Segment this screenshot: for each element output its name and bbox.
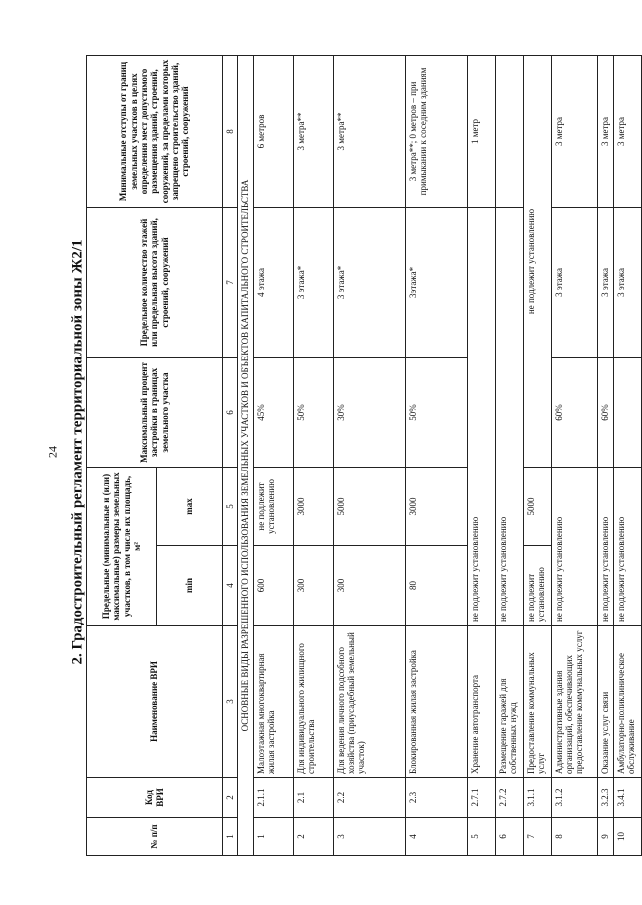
table-row: [523, 55, 551, 855]
header-code: Код ВРИ: [87, 778, 223, 818]
cell-floors: 3 этажа: [597, 207, 613, 357]
header-min: min: [157, 546, 223, 626]
cell-name: Оказание услуг связи: [597, 626, 613, 778]
header-floors: Предельное количество этажей или предельная высота зданий, строений, сооружений: [87, 207, 223, 357]
header-max: max: [157, 467, 223, 545]
cell-not-established: не подлежит установлению: [523, 55, 551, 467]
cell-pct: 50%: [293, 357, 333, 467]
cell-setback: [495, 55, 523, 207]
cell-code: 3.1.1: [523, 778, 551, 818]
cell-floors: 3этажа*: [405, 207, 467, 357]
cell-floors: 3 этажа*: [333, 207, 405, 357]
header-num: № п/п: [87, 818, 223, 856]
cell-max: 5000: [333, 467, 405, 545]
cell-name: Амбулаторно-поликлиническое обслуживание: [613, 626, 641, 778]
table-row: [551, 55, 597, 855]
cell-setback: 3 метра**; 0 метров – при примыкании к соседним зданиям: [405, 55, 467, 207]
cell-setback: 3 метра**: [333, 55, 405, 207]
cell-pct: 60%: [551, 357, 597, 467]
cell-max: не подлежит установлению: [253, 467, 293, 545]
cell-pct: 50%: [405, 357, 467, 467]
cell-code: 2.7.1: [467, 778, 495, 818]
cell-max: 3000: [293, 467, 333, 545]
cell-min: 80: [405, 546, 467, 626]
cell-min: 300: [333, 546, 405, 626]
cell-not-established: не подлежит установлению: [597, 467, 613, 625]
cell-name: Малоэтажная многоквартирная жилая застройка: [253, 626, 293, 778]
cell-not-established: не подлежит установлению: [613, 467, 641, 625]
table-row: [405, 55, 467, 855]
cell-setback: 3 метра: [551, 55, 597, 207]
cell-floors: 3 этажа*: [293, 207, 333, 357]
cell-num: 2: [293, 818, 333, 856]
col-number: 3: [223, 626, 238, 778]
cell-name: Размещение гаражей для собственных нужд: [495, 626, 523, 778]
section-title: ОСНОВНЫЕ ВИДЫ РАЗРЕШЕННОГО ИСПОЛЬЗОВАНИЯ ЗЕМЕЛЬНЫХ УЧАСТКОВ И ОБЪЕКТОВ КАПИТАЛЬНОГО СТРОИТЕЛЬСТВА: [238, 55, 253, 855]
cell-not-established: не подлежит установлению: [551, 467, 597, 625]
cell-pct: [613, 357, 641, 467]
cell-code: 2.3: [405, 778, 467, 818]
section-row: [238, 55, 253, 855]
cell-name: Блокированная жилая застройка: [405, 626, 467, 778]
table-row: [495, 55, 523, 855]
header-setback: Минимальные отступы от границ земельных участков в целях определения мест допустимого размещения зданий, строений, сооружений, за пределами которых запрещено строительство зданий, строений, сооружений: [87, 55, 223, 207]
cell-setback: 3 метра: [597, 55, 613, 207]
column-numbers-row: [223, 55, 238, 855]
cell-pct: 30%: [333, 357, 405, 467]
cell-min: 300: [293, 546, 333, 626]
col-number: 7: [223, 207, 238, 357]
page-number: 24: [45, 446, 60, 458]
cell-name: Для индивидуального жилищного строительства: [293, 626, 333, 778]
cell-num: 4: [405, 818, 467, 856]
cell-pct: 45%: [253, 357, 293, 467]
cell-num: 10: [613, 818, 641, 856]
table-row: [597, 55, 613, 855]
col-number: 5: [223, 467, 238, 545]
cell-max: 3000: [405, 467, 467, 545]
table-row: [293, 55, 333, 855]
cell-floors: 4 этажа: [253, 207, 293, 357]
cell-name: Предоставление коммунальных услуг: [523, 626, 551, 778]
col-number: 1: [223, 818, 238, 856]
cell-code: 3.2.3: [597, 778, 613, 818]
cell-num: 3: [333, 818, 405, 856]
cell-floors: 3 этажа: [613, 207, 641, 357]
cell-num: 8: [551, 818, 597, 856]
document-title: 2. Градостроительный регламент территориальной зоны Ж2/1: [69, 239, 86, 665]
cell-code: 2.1.1: [253, 778, 293, 818]
cell-pct: 60%: [597, 357, 613, 467]
col-number: 2: [223, 778, 238, 818]
cell-not-established: не подлежит установлению: [467, 207, 495, 625]
table-row: [467, 55, 495, 855]
cell-setback: 6 метров: [253, 55, 293, 207]
table-row: [253, 55, 293, 855]
cell-setback: 3 метра**: [293, 55, 333, 207]
cell-code: 3.1.2: [551, 778, 597, 818]
table-container: [86, 56, 637, 856]
cell-num: 1: [253, 818, 293, 856]
cell-num: 5: [467, 818, 495, 856]
cell-code: 2.7.2: [495, 778, 523, 818]
cell-max: 5000: [523, 467, 551, 545]
header-name: Наименование ВРИ: [87, 626, 223, 778]
header-pct: Максимальный процент застройки в границах земельного участка: [87, 357, 223, 467]
cell-name: Хранение автотранспорта: [467, 626, 495, 778]
col-number: 6: [223, 357, 238, 467]
cell-min: 600: [253, 546, 293, 626]
cell-setback: 3 метра: [613, 55, 641, 207]
cell-floors: 3 этажа: [551, 207, 597, 357]
cell-name: Административные здания организаций, обеспечивающих предоставление коммунальных услуг: [551, 626, 597, 778]
cell-code: 2.2: [333, 778, 405, 818]
table-row: [613, 55, 641, 855]
regulation-table: [86, 55, 642, 856]
cell-name: Для ведения личного подсобного хозяйства (приусадебный земельный участок): [333, 626, 405, 778]
cell-num: 9: [597, 818, 613, 856]
table-row: [333, 55, 405, 855]
cell-setback: 1 метр: [467, 55, 495, 207]
cell-code: 3.4.1: [613, 778, 641, 818]
cell-not-established: не подлежит установлению: [495, 207, 523, 625]
cell-code: 2.1: [293, 778, 333, 818]
col-number: 4: [223, 546, 238, 626]
header-sizes: Предельные (минимальные и (или) максимальные) размеры земельных участков, в том числе их площадь, м²: [87, 467, 157, 625]
cell-min: не подлежит установлению: [523, 546, 551, 626]
cell-num: 6: [495, 818, 523, 856]
col-number: 8: [223, 55, 238, 207]
cell-num: 7: [523, 818, 551, 856]
